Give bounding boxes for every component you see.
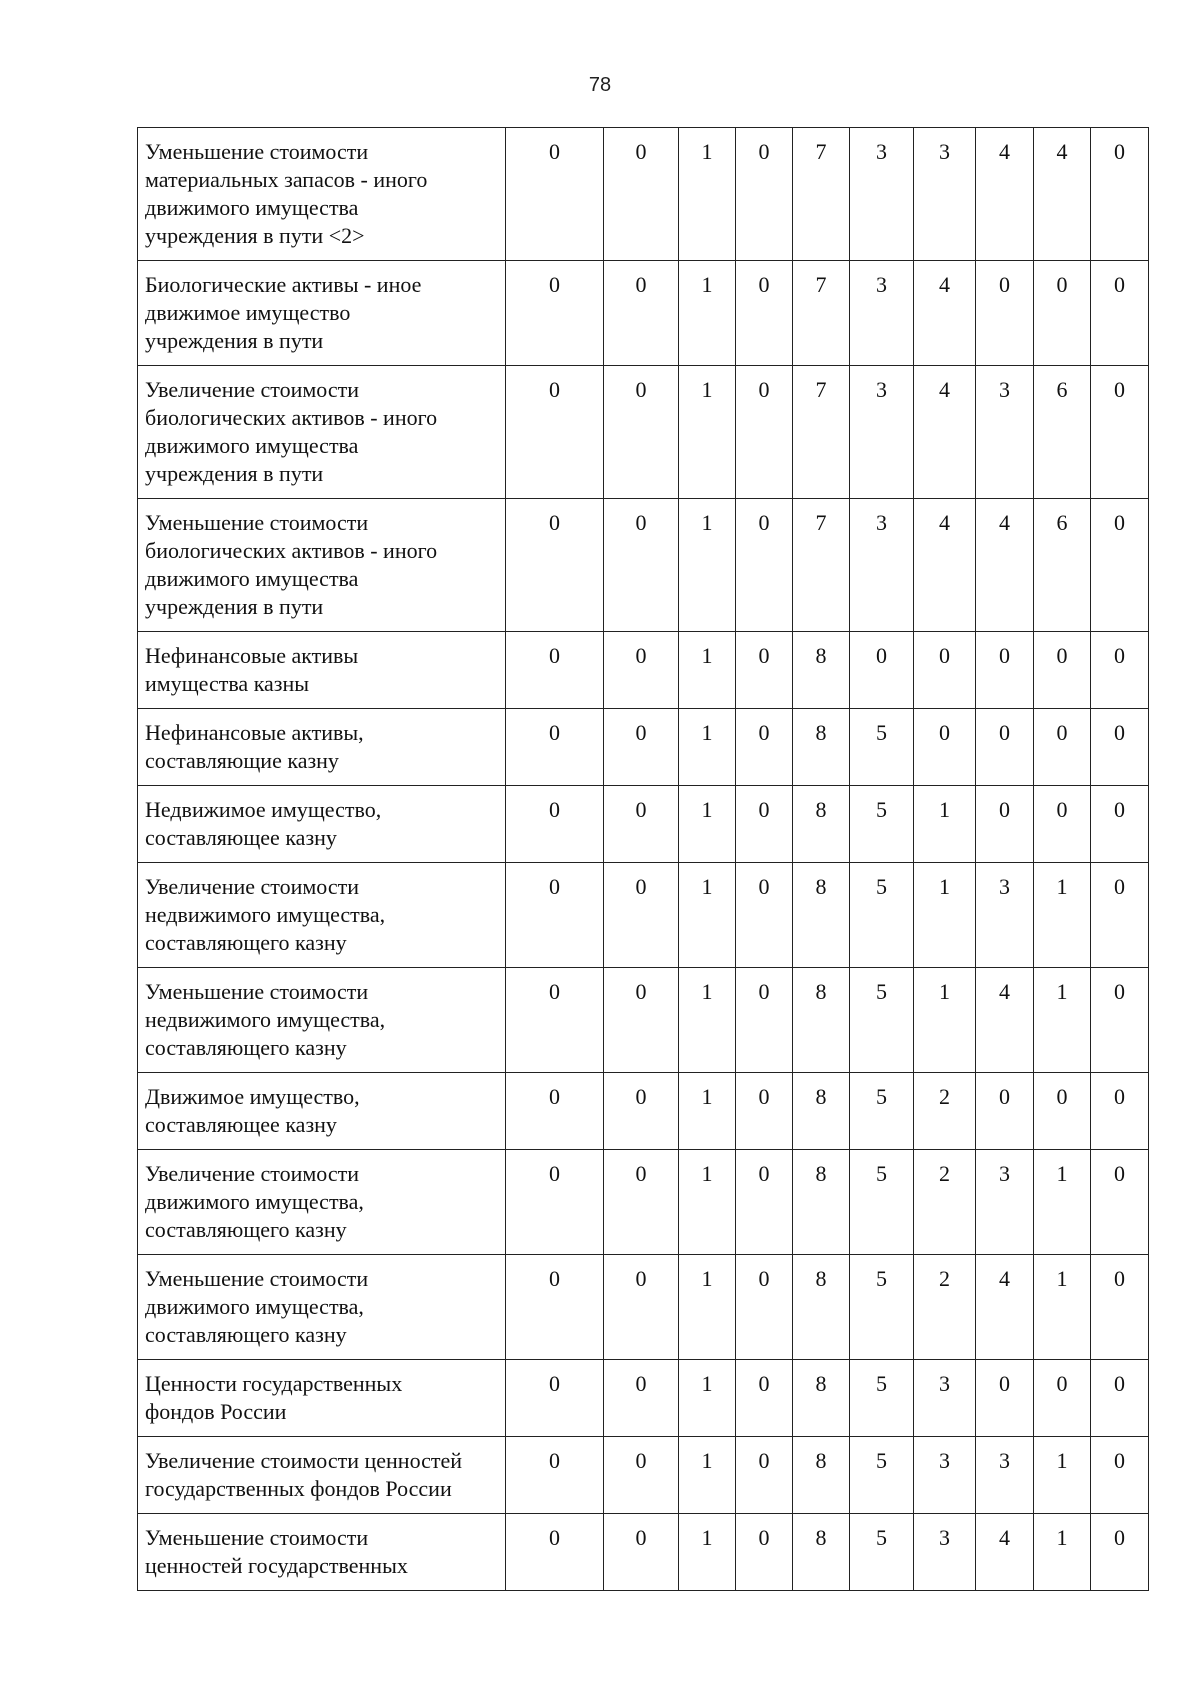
code-digit-cell: 0 xyxy=(1091,632,1149,709)
row-description xyxy=(138,632,506,709)
code-digit-cell: 1 xyxy=(679,366,736,499)
description-line: движимого имущества, xyxy=(145,1294,364,1319)
code-digit-cell: 5 xyxy=(850,1150,914,1255)
code-digit-cell: 0 xyxy=(736,786,793,863)
description-line: движимого имущества, xyxy=(145,1189,364,1214)
description-line: Уменьшение стоимости xyxy=(145,1525,369,1550)
code-digit-cell: 0 xyxy=(604,863,679,968)
code-digit-cell: 0 xyxy=(604,1255,679,1360)
code-digit-cell: 0 xyxy=(736,632,793,709)
code-digit-cell: 0 xyxy=(1091,499,1149,632)
code-digit-cell: 1 xyxy=(679,1360,736,1437)
table-row xyxy=(138,1514,1149,1591)
code-digit-cell: 0 xyxy=(976,1360,1034,1437)
table-row xyxy=(138,709,1149,786)
code-digit-cell: 1 xyxy=(1034,968,1091,1073)
code-digit-cell: 0 xyxy=(736,261,793,366)
description-line: Движимое имущество, xyxy=(145,1084,360,1109)
table-row xyxy=(138,1255,1149,1360)
code-digit-cell: 0 xyxy=(1091,863,1149,968)
description-line: биологических активов - иного xyxy=(145,405,438,430)
description-line: Увеличение стоимости xyxy=(145,377,359,402)
table-row xyxy=(138,1150,1149,1255)
code-digit-cell: 0 xyxy=(604,128,679,261)
description-line: Увеличение стоимости xyxy=(145,874,359,899)
table-row xyxy=(138,499,1149,632)
code-digit-cell: 0 xyxy=(604,1360,679,1437)
code-digit-cell: 1 xyxy=(679,1514,736,1591)
code-digit-cell: 0 xyxy=(1091,128,1149,261)
code-digit-cell: 1 xyxy=(914,968,976,1073)
description-line: учреждения в пути xyxy=(145,594,324,619)
code-digit-cell: 5 xyxy=(850,709,914,786)
code-digit-cell: 0 xyxy=(506,709,604,786)
code-digit-cell: 0 xyxy=(736,1360,793,1437)
code-digit-cell: 1 xyxy=(679,261,736,366)
code-digit-cell: 3 xyxy=(850,261,914,366)
code-digit-cell: 0 xyxy=(506,632,604,709)
code-digit-cell: 3 xyxy=(976,366,1034,499)
code-digit-cell: 8 xyxy=(793,709,850,786)
code-digit-cell: 0 xyxy=(976,786,1034,863)
code-digit-cell: 0 xyxy=(604,632,679,709)
code-digit-cell: 0 xyxy=(604,1514,679,1591)
code-digit-cell: 1 xyxy=(914,863,976,968)
code-digit-cell: 1 xyxy=(679,709,736,786)
code-digit-cell: 4 xyxy=(976,968,1034,1073)
description-line: учреждения в пути xyxy=(145,328,324,353)
code-digit-cell: 0 xyxy=(506,499,604,632)
code-digit-cell: 1 xyxy=(679,968,736,1073)
code-digit-cell: 0 xyxy=(604,1150,679,1255)
code-digit-cell: 3 xyxy=(914,1360,976,1437)
code-digit-cell: 0 xyxy=(1034,709,1091,786)
table-row xyxy=(138,1437,1149,1514)
code-digit-cell: 1 xyxy=(679,1150,736,1255)
code-digit-cell: 0 xyxy=(506,1360,604,1437)
code-digit-cell: 8 xyxy=(793,1073,850,1150)
description-line: недвижимого имущества, xyxy=(145,1007,386,1032)
code-digit-cell: 5 xyxy=(850,1437,914,1514)
description-line: Биологические активы - иное xyxy=(145,272,422,297)
row-description xyxy=(138,261,506,366)
code-digit-cell: 1 xyxy=(1034,1437,1091,1514)
code-digit-cell: 0 xyxy=(506,968,604,1073)
code-digit-cell: 0 xyxy=(1091,261,1149,366)
description-line: движимое имущество xyxy=(145,300,351,325)
description-line: недвижимого имущества, xyxy=(145,902,386,927)
code-digit-cell: 3 xyxy=(850,499,914,632)
code-digit-cell: 0 xyxy=(736,366,793,499)
row-description xyxy=(138,709,506,786)
code-digit-cell: 1 xyxy=(679,1073,736,1150)
description-line: учреждения в пути xyxy=(145,461,324,486)
code-digit-cell: 1 xyxy=(679,1255,736,1360)
code-digit-cell: 0 xyxy=(506,261,604,366)
table-row xyxy=(138,1073,1149,1150)
code-digit-cell: 4 xyxy=(914,261,976,366)
code-digit-cell: 0 xyxy=(1091,1514,1149,1591)
code-digit-cell: 0 xyxy=(1091,1150,1149,1255)
code-digit-cell: 0 xyxy=(1091,1255,1149,1360)
description-line: составляющие казну xyxy=(145,748,339,773)
code-digit-cell: 4 xyxy=(914,366,976,499)
code-digit-cell: 0 xyxy=(506,1150,604,1255)
table-row xyxy=(138,863,1149,968)
description-line: составляющего казну xyxy=(145,1217,347,1242)
description-line: составляющее казну xyxy=(145,825,337,850)
description-line: составляющее казну xyxy=(145,1112,337,1137)
code-digit-cell: 1 xyxy=(679,863,736,968)
description-line: Нефинансовые активы, xyxy=(145,720,364,745)
code-digit-cell: 0 xyxy=(914,709,976,786)
account-codes-table xyxy=(137,127,1149,1591)
table-row xyxy=(138,786,1149,863)
code-digit-cell: 7 xyxy=(793,261,850,366)
code-digit-cell: 0 xyxy=(506,1514,604,1591)
code-digit-cell: 0 xyxy=(976,632,1034,709)
code-digit-cell: 5 xyxy=(850,786,914,863)
code-digit-cell: 8 xyxy=(793,1255,850,1360)
code-digit-cell: 0 xyxy=(976,261,1034,366)
description-line: Недвижимое имущество, xyxy=(145,797,382,822)
description-line: Уменьшение стоимости xyxy=(145,1266,369,1291)
code-digit-cell: 0 xyxy=(506,863,604,968)
code-digit-cell: 0 xyxy=(1091,1360,1149,1437)
code-digit-cell: 1 xyxy=(1034,1514,1091,1591)
page-number: 78 xyxy=(588,74,612,96)
code-digit-cell: 1 xyxy=(679,786,736,863)
code-digit-cell: 0 xyxy=(1091,366,1149,499)
code-digit-cell: 5 xyxy=(850,1255,914,1360)
row-description xyxy=(138,1073,506,1150)
code-digit-cell: 0 xyxy=(736,1150,793,1255)
code-digit-cell: 0 xyxy=(850,632,914,709)
code-digit-cell: 8 xyxy=(793,863,850,968)
description-line: Уменьшение стоимости xyxy=(145,979,369,1004)
code-digit-cell: 0 xyxy=(736,499,793,632)
code-digit-cell: 1 xyxy=(679,128,736,261)
code-digit-cell: 1 xyxy=(679,1437,736,1514)
code-digit-cell: 0 xyxy=(506,1437,604,1514)
description-line: фондов России xyxy=(145,1399,287,1424)
code-digit-cell: 0 xyxy=(604,709,679,786)
code-digit-cell: 3 xyxy=(914,1437,976,1514)
description-line: движимого имущества xyxy=(145,195,359,220)
code-digit-cell: 0 xyxy=(736,128,793,261)
code-digit-cell: 3 xyxy=(976,1150,1034,1255)
description-line: государственных фондов России xyxy=(145,1476,452,1501)
code-digit-cell: 7 xyxy=(793,499,850,632)
code-digit-cell: 5 xyxy=(850,1360,914,1437)
code-digit-cell: 0 xyxy=(506,1255,604,1360)
description-line: материальных запасов - иного xyxy=(145,167,428,192)
description-line: учреждения в пути <2> xyxy=(145,223,365,248)
code-digit-cell: 6 xyxy=(1034,499,1091,632)
code-digit-cell: 0 xyxy=(1091,1437,1149,1514)
code-digit-cell: 0 xyxy=(736,968,793,1073)
row-description xyxy=(138,1255,506,1360)
row-description xyxy=(138,1150,506,1255)
code-digit-cell: 0 xyxy=(506,366,604,499)
code-digit-cell: 0 xyxy=(604,968,679,1073)
code-digit-cell: 1 xyxy=(1034,1150,1091,1255)
code-digit-cell: 5 xyxy=(850,863,914,968)
code-digit-cell: 4 xyxy=(1034,128,1091,261)
code-digit-cell: 7 xyxy=(793,128,850,261)
code-digit-cell: 0 xyxy=(736,1437,793,1514)
code-digit-cell: 0 xyxy=(1034,632,1091,709)
code-digit-cell: 5 xyxy=(850,968,914,1073)
code-digit-cell: 3 xyxy=(976,863,1034,968)
code-digit-cell: 8 xyxy=(793,632,850,709)
description-line: составляющего казну xyxy=(145,1035,347,1060)
description-line: Увеличение стоимости xyxy=(145,1161,359,1186)
code-digit-cell: 4 xyxy=(976,128,1034,261)
description-line: имущества казны xyxy=(145,671,310,696)
code-digit-cell: 1 xyxy=(679,632,736,709)
row-description xyxy=(138,786,506,863)
code-digit-cell: 0 xyxy=(976,709,1034,786)
code-digit-cell: 3 xyxy=(850,366,914,499)
code-digit-cell: 0 xyxy=(976,1073,1034,1150)
code-digit-cell: 0 xyxy=(604,1437,679,1514)
code-digit-cell: 3 xyxy=(976,1437,1034,1514)
code-digit-cell: 0 xyxy=(736,1255,793,1360)
table-row xyxy=(138,128,1149,261)
row-description xyxy=(138,968,506,1073)
code-digit-cell: 5 xyxy=(850,1514,914,1591)
description-line: Уменьшение стоимости xyxy=(145,510,369,535)
code-digit-cell: 0 xyxy=(1091,786,1149,863)
description-line: Уменьшение стоимости xyxy=(145,139,369,164)
code-digit-cell: 0 xyxy=(1091,968,1149,1073)
code-digit-cell: 0 xyxy=(914,632,976,709)
description-line: Нефинансовые активы xyxy=(145,643,359,668)
code-digit-cell: 0 xyxy=(1034,1360,1091,1437)
code-digit-cell: 0 xyxy=(506,128,604,261)
code-digit-cell: 0 xyxy=(736,863,793,968)
code-digit-cell: 1 xyxy=(1034,1255,1091,1360)
code-digit-cell: 3 xyxy=(914,1514,976,1591)
code-digit-cell: 1 xyxy=(679,499,736,632)
description-line: движимого имущества xyxy=(145,433,359,458)
code-digit-cell: 0 xyxy=(736,709,793,786)
description-line: составляющего казну xyxy=(145,1322,347,1347)
code-digit-cell: 4 xyxy=(976,499,1034,632)
code-digit-cell: 2 xyxy=(914,1073,976,1150)
code-digit-cell: 5 xyxy=(850,1073,914,1150)
code-digit-cell: 2 xyxy=(914,1255,976,1360)
code-digit-cell: 7 xyxy=(793,366,850,499)
code-digit-cell: 0 xyxy=(1034,261,1091,366)
code-digit-cell: 0 xyxy=(1034,786,1091,863)
table-row xyxy=(138,632,1149,709)
code-digit-cell: 1 xyxy=(914,786,976,863)
code-digit-cell: 0 xyxy=(506,786,604,863)
code-digit-cell: 0 xyxy=(1034,1073,1091,1150)
code-digit-cell: 4 xyxy=(976,1255,1034,1360)
code-digit-cell: 0 xyxy=(736,1514,793,1591)
description-line: Ценности государственных xyxy=(145,1371,403,1396)
row-description xyxy=(138,863,506,968)
code-digit-cell: 8 xyxy=(793,1360,850,1437)
code-digit-cell: 8 xyxy=(793,1150,850,1255)
row-description xyxy=(138,1360,506,1437)
code-digit-cell: 8 xyxy=(793,1514,850,1591)
code-digit-cell: 0 xyxy=(736,1073,793,1150)
table-row xyxy=(138,968,1149,1073)
code-digit-cell: 4 xyxy=(914,499,976,632)
code-digit-cell: 0 xyxy=(506,1073,604,1150)
code-digit-cell: 8 xyxy=(793,968,850,1073)
code-digit-cell: 3 xyxy=(850,128,914,261)
description-line: движимого имущества xyxy=(145,566,359,591)
row-description xyxy=(138,366,506,499)
row-description xyxy=(138,128,506,261)
table-row xyxy=(138,1360,1149,1437)
description-line: Увеличение стоимости ценностей xyxy=(145,1448,463,1473)
code-digit-cell: 0 xyxy=(604,1073,679,1150)
table-row xyxy=(138,261,1149,366)
code-digit-cell: 8 xyxy=(793,1437,850,1514)
code-digit-cell: 0 xyxy=(604,366,679,499)
code-digit-cell: 0 xyxy=(604,499,679,632)
code-digit-cell: 6 xyxy=(1034,366,1091,499)
code-digit-cell: 0 xyxy=(1091,709,1149,786)
row-description xyxy=(138,1514,506,1591)
code-digit-cell: 1 xyxy=(1034,863,1091,968)
description-line: биологических активов - иного xyxy=(145,538,438,563)
code-digit-cell: 8 xyxy=(793,786,850,863)
description-line: ценностей государственных xyxy=(145,1553,408,1578)
row-description xyxy=(138,1437,506,1514)
code-digit-cell: 0 xyxy=(1091,1073,1149,1150)
code-digit-cell: 4 xyxy=(976,1514,1034,1591)
table-row xyxy=(138,366,1149,499)
code-digit-cell: 3 xyxy=(914,128,976,261)
description-line: составляющего казну xyxy=(145,930,347,955)
row-description xyxy=(138,499,506,632)
code-digit-cell: 0 xyxy=(604,261,679,366)
code-digit-cell: 0 xyxy=(604,786,679,863)
code-digit-cell: 2 xyxy=(914,1150,976,1255)
